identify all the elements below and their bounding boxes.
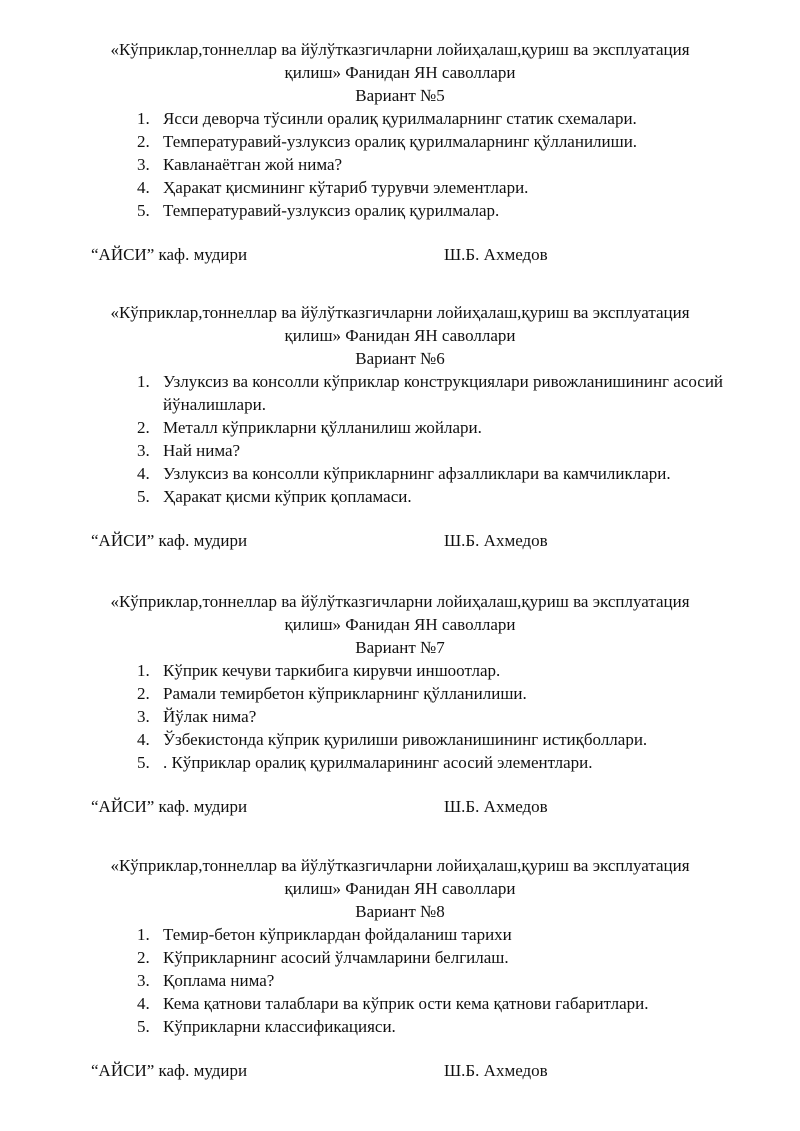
variant-block	[0, 301, 800, 552]
question-text: Узлуксиз ва консолли кўприклар конструкциялари ривожланишининг асосий йўналишлари.	[163, 372, 724, 414]
question-number: 5.	[137, 1017, 150, 1036]
question-number: 1.	[137, 925, 150, 944]
question-number: 1.	[137, 372, 150, 391]
list-item	[0, 992, 800, 1015]
course-title	[0, 854, 800, 900]
title-line-2: қилиш» Фанидан ЯН саволлари	[284, 615, 516, 634]
title-line-1: «Кўприклар,тоннеллар ва йўлўтказгичларни лойиҳалаш,қуриш ва эксплуатация	[110, 856, 690, 875]
question-number: 4.	[137, 178, 150, 197]
list-item	[0, 1015, 800, 1038]
question-text: Йўлак нима?	[163, 707, 257, 726]
question-number: 1.	[137, 109, 150, 128]
list-item	[0, 107, 800, 130]
list-item	[0, 751, 800, 774]
question-text: . Кўприклар оралиқ қурилмаларининг асосий элементлари.	[163, 753, 593, 772]
question-text: Ўзбекистонда кўприк қурилиши ривожланишининг истиқболлари.	[163, 730, 648, 749]
list-item	[0, 705, 800, 728]
question-text: Ясси деворча тўсинли оралиқ қурилмаларнинг статик схемалари.	[163, 109, 637, 128]
question-text: Температуравий-узлуксиз оралиқ қурилмалар.	[163, 201, 500, 220]
course-title	[0, 590, 800, 636]
course-title	[0, 38, 800, 84]
variant-block	[0, 38, 800, 266]
question-number: 2.	[137, 684, 150, 703]
question-text: Кўприкларни классификацияси.	[163, 1017, 396, 1036]
question-number: 3.	[137, 155, 150, 174]
question-text: Кўприкларнинг асосий ўлчамларини белгилаш.	[163, 948, 509, 967]
question-text: Ҳаракат қисми кўприк қопламаси.	[163, 487, 412, 506]
variant-heading: Вариант №6	[355, 349, 445, 368]
title-line-2: қилиш» Фанидан ЯН саволлари	[284, 63, 516, 82]
course-title	[0, 301, 800, 347]
question-text: Рамали темирбетон кўприкларнинг қўлланилиши.	[163, 684, 527, 703]
question-number: 2.	[137, 132, 150, 151]
list-item	[0, 485, 800, 508]
question-text: Қоплама нима?	[163, 971, 275, 990]
variant-heading: Вариант №5	[355, 86, 445, 105]
title-line-1: «Кўприклар,тоннеллар ва йўлўтказгичларни лойиҳалаш,қуриш ва эксплуатация	[110, 592, 690, 611]
question-text: Най нима?	[163, 441, 241, 460]
question-text: Темир-бетон кўприклардан фойдаланиш тарихи	[163, 925, 512, 944]
department-head-role: “АЙСИ” каф. мудири	[91, 1061, 248, 1080]
list-item	[0, 659, 800, 682]
signatory-name: Ш.Б. Ахмедов	[444, 531, 548, 550]
title-line-1: «Кўприклар,тоннеллар ва йўлўтказгичларни лойиҳалаш,қуриш ва эксплуатация	[110, 40, 690, 59]
question-list	[0, 923, 800, 1038]
list-item	[0, 176, 800, 199]
question-number: 2.	[137, 418, 150, 437]
question-number: 4.	[137, 994, 150, 1013]
list-item	[0, 416, 800, 439]
signatory-name: Ш.Б. Ахмедов	[444, 1061, 548, 1080]
question-list	[0, 107, 800, 222]
question-text: Ҳаракат қисмининг кўтариб турувчи элементлари.	[163, 178, 529, 197]
question-list	[0, 659, 800, 774]
department-head-role: “АЙСИ” каф. мудири	[91, 797, 248, 816]
list-item	[0, 130, 800, 153]
signature-line	[0, 529, 800, 552]
signatory-name: Ш.Б. Ахмедов	[444, 245, 548, 264]
question-number: 1.	[137, 661, 150, 680]
question-number: 4.	[137, 464, 150, 483]
list-item	[0, 923, 800, 946]
question-text: Кема қатнови талаблари ва кўприк ости кема қатнови габаритлари.	[163, 994, 649, 1013]
question-number: 3.	[137, 441, 150, 460]
variant-block	[0, 854, 800, 1082]
list-item	[0, 682, 800, 705]
signature-line	[0, 243, 800, 266]
list-item	[0, 153, 800, 176]
question-list	[0, 370, 800, 508]
question-text: Узлуксиз ва консолли кўприкларнинг афзалликлари ва камчиликлари.	[163, 464, 671, 483]
list-item	[0, 969, 800, 992]
question-number: 5.	[137, 201, 150, 220]
question-number: 5.	[137, 487, 150, 506]
department-head-role: “АЙСИ” каф. мудири	[91, 245, 248, 264]
list-item	[0, 462, 800, 485]
question-number: 3.	[137, 707, 150, 726]
question-number: 3.	[137, 971, 150, 990]
question-text: Металл кўприкларни қўлланилиш жойлари.	[163, 418, 482, 437]
list-item	[0, 199, 800, 222]
signature-line	[0, 1059, 800, 1082]
question-text: Кўприк кечуви таркибига кирувчи иншоотлар.	[163, 661, 501, 680]
list-item	[0, 370, 800, 416]
list-item	[0, 439, 800, 462]
list-item	[0, 728, 800, 751]
list-item	[0, 946, 800, 969]
question-number: 2.	[137, 948, 150, 967]
title-line-2: қилиш» Фанидан ЯН саволлари	[284, 879, 516, 898]
signature-line	[0, 795, 800, 818]
variant-heading: Вариант №8	[355, 902, 445, 921]
variant-heading: Вариант №7	[355, 638, 445, 657]
department-head-role: “АЙСИ” каф. мудири	[91, 531, 248, 550]
title-line-2: қилиш» Фанидан ЯН саволлари	[284, 326, 516, 345]
question-number: 5.	[137, 753, 150, 772]
question-text: Кавланаётган жой нима?	[163, 155, 343, 174]
title-line-1: «Кўприклар,тоннеллар ва йўлўтказгичларни лойиҳалаш,қуриш ва эксплуатация	[110, 303, 690, 322]
question-number: 4.	[137, 730, 150, 749]
question-text: Температуравий-узлуксиз оралиқ қурилмаларнинг қўлланилиши.	[163, 132, 638, 151]
signatory-name: Ш.Б. Ахмедов	[444, 797, 548, 816]
variant-block	[0, 590, 800, 818]
